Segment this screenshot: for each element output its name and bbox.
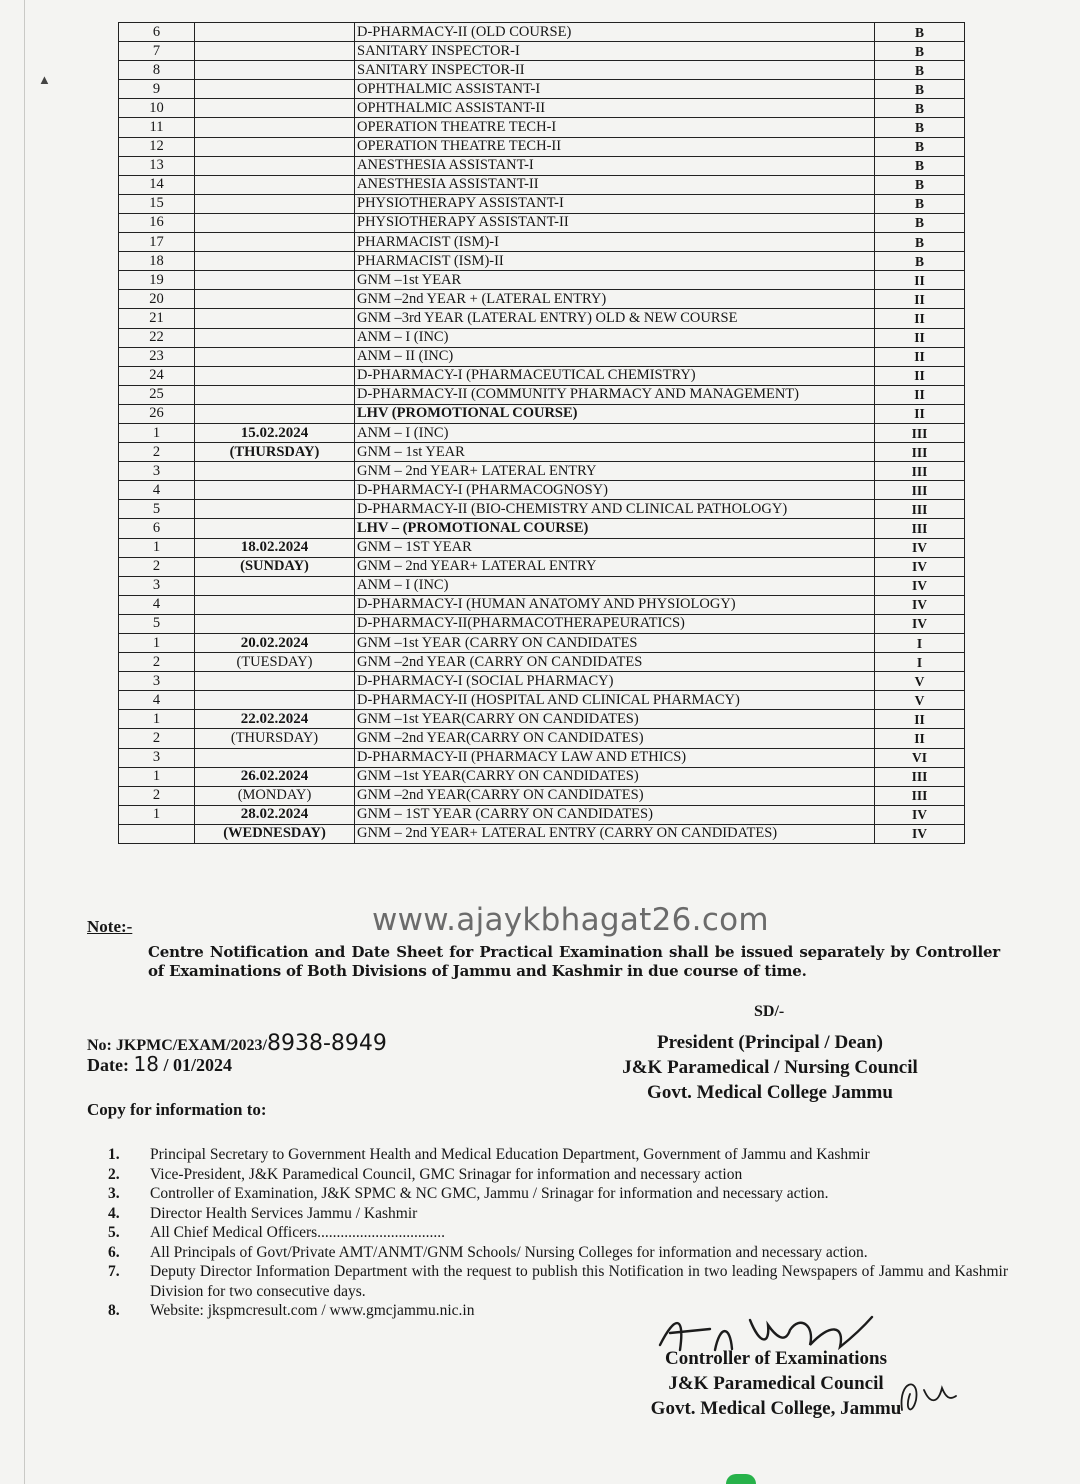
serial-number-cell: 3 (119, 576, 195, 595)
paper-cell: II (875, 710, 965, 729)
paper-cell: II (875, 366, 965, 385)
day-cell (195, 99, 355, 118)
list-item-number: 6. (108, 1243, 120, 1261)
course-cell: ANM – I (INC) (355, 576, 875, 595)
course-cell: GNM – 2nd YEAR+ LATERAL ENTRY (355, 557, 875, 576)
day-cell (195, 156, 355, 175)
day-cell (195, 118, 355, 137)
table-row (119, 404, 965, 423)
paper-cell: VI (875, 748, 965, 767)
course-cell: SANITARY INSPECTOR-II (355, 61, 875, 80)
course-cell: D-PHARMACY-I (HUMAN ANATOMY AND PHYSIOLOGY) (355, 595, 875, 614)
watermark: www.ajaykbhagat26.com (372, 902, 769, 938)
paper-cell: B (875, 156, 965, 175)
paper-cell: IV (875, 576, 965, 595)
list-item-text: Director Health Services Jammu / Kashmir (150, 1204, 418, 1222)
serial-number-cell: 6 (119, 23, 195, 42)
schedule-body (119, 23, 965, 844)
course-cell: SANITARY INSPECTOR-I (355, 42, 875, 61)
table-row (119, 595, 965, 614)
list-item (108, 1223, 1008, 1243)
table-row (119, 42, 965, 61)
paper-cell: B (875, 42, 965, 61)
day-cell (195, 691, 355, 710)
course-cell: D-PHARMACY-II (PHARMACY LAW AND ETHICS) (355, 748, 875, 767)
table-row (119, 653, 965, 672)
date-cell: 26.02.2024 (195, 767, 355, 786)
serial-number-cell: 14 (119, 175, 195, 194)
table-row (119, 614, 965, 633)
table-row (119, 634, 965, 653)
day-cell (195, 42, 355, 61)
day-cell: (MONDAY) (195, 786, 355, 805)
paper-cell: II (875, 309, 965, 328)
course-cell: GNM –2nd YEAR (CARRY ON CANDIDATES (355, 653, 875, 672)
course-cell: PHARMACIST (ISM)-I (355, 233, 875, 252)
schedule-table (118, 22, 965, 844)
serial-number-cell: 1 (119, 805, 195, 824)
day-cell (195, 500, 355, 519)
reference-date (87, 1052, 232, 1076)
paper-cell: II (875, 271, 965, 290)
course-cell: GNM – 1ST YEAR (355, 538, 875, 557)
paper-cell: IV (875, 538, 965, 557)
course-cell: GNM – 1ST YEAR (CARRY ON CANDIDATES) (355, 805, 875, 824)
table-row (119, 156, 965, 175)
day-cell (195, 519, 355, 538)
day-cell: (THURSDAY) (195, 443, 355, 462)
course-cell: GNM –2nd YEAR(CARRY ON CANDIDATES) (355, 729, 875, 748)
day-cell (195, 462, 355, 481)
day-cell (195, 614, 355, 633)
corner-badge (726, 1474, 756, 1484)
serial-number-cell: 18 (119, 252, 195, 271)
list-item-number: 5. (108, 1224, 120, 1241)
date-cell: 28.02.2024 (195, 805, 355, 824)
list-item-text: Controller of Examination, J&K SPMC & NC GMC, Jammu / Srinagar for information and necessary action. (150, 1185, 829, 1202)
table-row (119, 385, 965, 404)
table-row (119, 576, 965, 595)
table-row (119, 233, 965, 252)
table-row (119, 252, 965, 271)
course-cell: OPHTHALMIC ASSISTANT-II (355, 99, 875, 118)
course-cell: D-PHARMACY-II (HOSPITAL AND CLINICAL PHARMACY) (355, 691, 875, 710)
paper-cell: III (875, 786, 965, 805)
serial-number-cell: 25 (119, 385, 195, 404)
copy-list (108, 1145, 1008, 1321)
serial-number-cell: 5 (119, 614, 195, 633)
course-cell: GNM –1st YEAR(CARRY ON CANDIDATES) (355, 767, 875, 786)
serial-number-cell: 3 (119, 748, 195, 767)
table-row (119, 137, 965, 156)
council-name: J&K Paramedical / Nursing Council (622, 1057, 918, 1078)
day-cell (195, 576, 355, 595)
serial-number-cell: 19 (119, 271, 195, 290)
date-rest: / 01/2024 (163, 1055, 232, 1075)
day-cell (195, 404, 355, 423)
day-cell (195, 347, 355, 366)
serial-number-cell: 2 (119, 729, 195, 748)
day-cell (195, 137, 355, 156)
serial-number-cell: 3 (119, 672, 195, 691)
course-cell: D-PHARMACY-II (BIO-CHEMISTRY AND CLINICAL PATHOLOGY) (355, 500, 875, 519)
paper-cell: III (875, 500, 965, 519)
serial-number-cell: 4 (119, 691, 195, 710)
course-cell: GNM –1st YEAR (CARRY ON CANDIDATES (355, 634, 875, 653)
day-cell (195, 252, 355, 271)
course-cell: ANESTHESIA ASSISTANT-II (355, 175, 875, 194)
paper-cell: B (875, 118, 965, 137)
table-row (119, 213, 965, 232)
paper-cell: IV (875, 824, 965, 843)
list-item-number: 2. (108, 1165, 120, 1183)
list-item (108, 1243, 1008, 1263)
course-cell: D-PHARMACY-I (PHARMACOGNOSY) (355, 481, 875, 500)
day-cell (195, 233, 355, 252)
course-cell: GNM –2nd YEAR(CARRY ON CANDIDATES) (355, 786, 875, 805)
course-cell: OPERATION THEATRE TECH-I (355, 118, 875, 137)
course-cell: D-PHARMACY-II (COMMUNITY PHARMACY AND MANAGEMENT) (355, 385, 875, 404)
paper-cell: II (875, 404, 965, 423)
table-row (119, 175, 965, 194)
table-row (119, 805, 965, 824)
paper-cell: III (875, 481, 965, 500)
paper-cell: B (875, 233, 965, 252)
paper-cell: IV (875, 805, 965, 824)
day-cell (195, 385, 355, 404)
day-cell (195, 328, 355, 347)
serial-number-cell: 26 (119, 404, 195, 423)
course-cell: PHARMACIST (ISM)-II (355, 252, 875, 271)
controller-signatory (626, 1346, 926, 1421)
date-cell: 20.02.2024 (195, 634, 355, 653)
list-item (108, 1184, 1008, 1204)
paper-cell: II (875, 347, 965, 366)
serial-number-cell (119, 824, 195, 843)
course-cell: ANM – I (INC) (355, 328, 875, 347)
table-row (119, 118, 965, 137)
paper-cell: B (875, 23, 965, 42)
date-cell: 22.02.2024 (195, 710, 355, 729)
paper-cell: B (875, 252, 965, 271)
serial-number-cell: 24 (119, 366, 195, 385)
serial-number-cell: 1 (119, 767, 195, 786)
list-item-text: All Chief Medical Officers................................. (150, 1224, 446, 1241)
paper-cell: B (875, 80, 965, 99)
controller-college: Govt. Medical College, Jammu (650, 1398, 902, 1419)
course-cell: ANM – II (INC) (355, 347, 875, 366)
reference-handwritten: 8938-8949 (266, 1031, 387, 1056)
table-row (119, 767, 965, 786)
initials-scribble (890, 1370, 960, 1420)
day-cell: (WEDNESDAY) (195, 824, 355, 843)
serial-number-cell: 1 (119, 710, 195, 729)
list-item-text: Vice-President, J&K Paramedical Council, GMC Srinagar for information and necessary action (150, 1165, 743, 1183)
list-item-number: 8. (108, 1302, 120, 1319)
day-cell (195, 366, 355, 385)
paper-cell: II (875, 385, 965, 404)
table-row (119, 423, 965, 442)
course-cell: GNM –1st YEAR (355, 271, 875, 290)
list-item (108, 1165, 1008, 1185)
paper-cell: III (875, 462, 965, 481)
day-cell (195, 672, 355, 691)
day-cell (195, 290, 355, 309)
course-cell: OPERATION THEATRE TECH-II (355, 137, 875, 156)
table-row (119, 23, 965, 42)
course-cell: GNM –2nd YEAR + (LATERAL ENTRY) (355, 290, 875, 309)
table-row (119, 691, 965, 710)
day-cell (195, 175, 355, 194)
list-item-text: All Principals of Govt/Private AMT/ANMT/GNM Schools/ Nursing Colleges for information and necessary action. (150, 1243, 868, 1261)
day-cell (195, 213, 355, 232)
day-cell: (THURSDAY) (195, 729, 355, 748)
day-cell (195, 748, 355, 767)
paper-cell: II (875, 729, 965, 748)
table-row (119, 290, 965, 309)
serial-number-cell: 11 (119, 118, 195, 137)
table-row (119, 672, 965, 691)
note-text: Centre Notification and Date Sheet for Practical Examination shall be issued separately by Controller of Examinations of Both Divisions of Jammu and Kashmir in due course of time. (148, 943, 1000, 980)
controller-title: Controller of Examinations (664, 1348, 888, 1369)
course-cell: D-PHARMACY-II(PHARMACOTHERAPEURATICS) (355, 614, 875, 633)
serial-number-cell: 3 (119, 462, 195, 481)
course-cell: D-PHARMACY-I (SOCIAL PHARMACY) (355, 672, 875, 691)
serial-number-cell: 23 (119, 347, 195, 366)
serial-number-cell: 12 (119, 137, 195, 156)
margin-mark: ▲ (38, 72, 51, 87)
paper-cell: B (875, 61, 965, 80)
day-cell (195, 595, 355, 614)
paper-cell: B (875, 194, 965, 213)
course-cell: ANESTHESIA ASSISTANT-I (355, 156, 875, 175)
paper-cell: I (875, 634, 965, 653)
serial-number-cell: 13 (119, 156, 195, 175)
table-row (119, 80, 965, 99)
day-cell (195, 194, 355, 213)
paper-cell: B (875, 213, 965, 232)
serial-number-cell: 2 (119, 786, 195, 805)
course-cell: GNM –3rd YEAR (LATERAL ENTRY) OLD & NEW COURSE (355, 309, 875, 328)
table-row (119, 462, 965, 481)
paper-cell: B (875, 99, 965, 118)
paper-cell: II (875, 328, 965, 347)
paper-cell: III (875, 443, 965, 462)
day-cell (195, 80, 355, 99)
list-item-text: Website: jkspmcresult.com / www.gmcjammu.nic.in (150, 1302, 475, 1319)
paper-cell: III (875, 519, 965, 538)
note-label: Note:- (87, 917, 133, 936)
date-cell: 15.02.2024 (195, 423, 355, 442)
day-cell (195, 309, 355, 328)
serial-number-cell: 4 (119, 481, 195, 500)
serial-number-cell: 22 (119, 328, 195, 347)
table-row (119, 366, 965, 385)
table-row (119, 328, 965, 347)
table-row (119, 748, 965, 767)
paper-cell: IV (875, 595, 965, 614)
copy-title: Copy for information to: (87, 1100, 267, 1119)
table-row (119, 557, 965, 576)
serial-number-cell: 17 (119, 233, 195, 252)
day-cell (195, 61, 355, 80)
list-item-number: 1. (108, 1146, 120, 1163)
table-row (119, 710, 965, 729)
serial-number-cell: 2 (119, 653, 195, 672)
list-item-number: 7. (108, 1263, 120, 1280)
table-row (119, 99, 965, 118)
course-cell: PHYSIOTHERAPY ASSISTANT-II (355, 213, 875, 232)
course-cell: GNM – 2nd YEAR+ LATERAL ENTRY (355, 462, 875, 481)
table-row (119, 500, 965, 519)
list-item-text: Principal Secretary to Government Health and Medical Education Department, Government of Jammu and Kashmir (150, 1146, 870, 1163)
page-edge (24, 0, 25, 1484)
serial-number-cell: 9 (119, 80, 195, 99)
table-row (119, 194, 965, 213)
serial-number-cell: 10 (119, 99, 195, 118)
table-row (119, 538, 965, 557)
course-cell: GNM – 1st YEAR (355, 443, 875, 462)
course-cell: ANM – I (INC) (355, 423, 875, 442)
course-cell: GNM –1st YEAR(CARRY ON CANDIDATES) (355, 710, 875, 729)
table-row (119, 824, 965, 843)
president-title: President (Principal / Dean) (656, 1032, 884, 1053)
list-item-text: Deputy Director Information Department with the request to publish this Notification in two leading Newspapers of Jammu and Kashmir Division for two consecutive days. (150, 1263, 1008, 1300)
serial-number-cell: 4 (119, 595, 195, 614)
paper-cell: B (875, 137, 965, 156)
paper-cell: III (875, 423, 965, 442)
serial-number-cell: 1 (119, 634, 195, 653)
table-row (119, 729, 965, 748)
serial-number-cell: 15 (119, 194, 195, 213)
date-label: Date: (87, 1055, 129, 1075)
reference-prefix: No: JKPMC/EXAM/2023/ (87, 1037, 267, 1054)
course-cell: LHV (PROMOTIONAL COURSE) (355, 404, 875, 423)
paper-cell: IV (875, 557, 965, 576)
table-row (119, 347, 965, 366)
serial-number-cell: 1 (119, 538, 195, 557)
paper-cell: I (875, 653, 965, 672)
table-row (119, 309, 965, 328)
list-item (108, 1145, 1008, 1165)
table-row (119, 786, 965, 805)
day-cell (195, 481, 355, 500)
course-cell: OPHTHALMIC ASSISTANT-I (355, 80, 875, 99)
serial-number-cell: 1 (119, 423, 195, 442)
paper-cell: III (875, 767, 965, 786)
date-cell: 18.02.2024 (195, 538, 355, 557)
table-row (119, 271, 965, 290)
list-item-number: 3. (108, 1185, 120, 1202)
college-name: Govt. Medical College Jammu (647, 1082, 893, 1103)
table-row (119, 519, 965, 538)
paper-cell: V (875, 691, 965, 710)
serial-number-cell: 6 (119, 519, 195, 538)
serial-number-cell: 16 (119, 213, 195, 232)
table-row (119, 443, 965, 462)
list-item (108, 1204, 1008, 1224)
paper-cell: V (875, 672, 965, 691)
paper-cell: II (875, 290, 965, 309)
table-row (119, 61, 965, 80)
day-cell (195, 271, 355, 290)
president-signatory (560, 1030, 980, 1105)
serial-number-cell: 8 (119, 61, 195, 80)
serial-number-cell: 2 (119, 557, 195, 576)
day-cell (195, 23, 355, 42)
course-cell: PHYSIOTHERAPY ASSISTANT-I (355, 194, 875, 213)
serial-number-cell: 21 (119, 309, 195, 328)
course-cell: GNM – 2nd YEAR+ LATERAL ENTRY (CARRY ON CANDIDATES) (355, 824, 875, 843)
list-item-number: 4. (108, 1204, 120, 1222)
course-cell: LHV – (PROMOTIONAL COURSE) (355, 519, 875, 538)
controller-council: J&K Paramedical Council (668, 1373, 884, 1394)
course-cell: D-PHARMACY-II (OLD COURSE) (355, 23, 875, 42)
paper-cell: IV (875, 614, 965, 633)
date-day-handwritten: 18 (133, 1052, 159, 1076)
paper-cell: B (875, 175, 965, 194)
day-cell: (TUESDAY) (195, 653, 355, 672)
day-cell: (SUNDAY) (195, 557, 355, 576)
serial-number-cell: 20 (119, 290, 195, 309)
sd-mark: SD/- (754, 1003, 785, 1020)
serial-number-cell: 2 (119, 443, 195, 462)
serial-number-cell: 7 (119, 42, 195, 61)
table-row (119, 481, 965, 500)
list-item (108, 1262, 1008, 1301)
course-cell: D-PHARMACY-I (PHARMACEUTICAL CHEMISTRY) (355, 366, 875, 385)
serial-number-cell: 5 (119, 500, 195, 519)
